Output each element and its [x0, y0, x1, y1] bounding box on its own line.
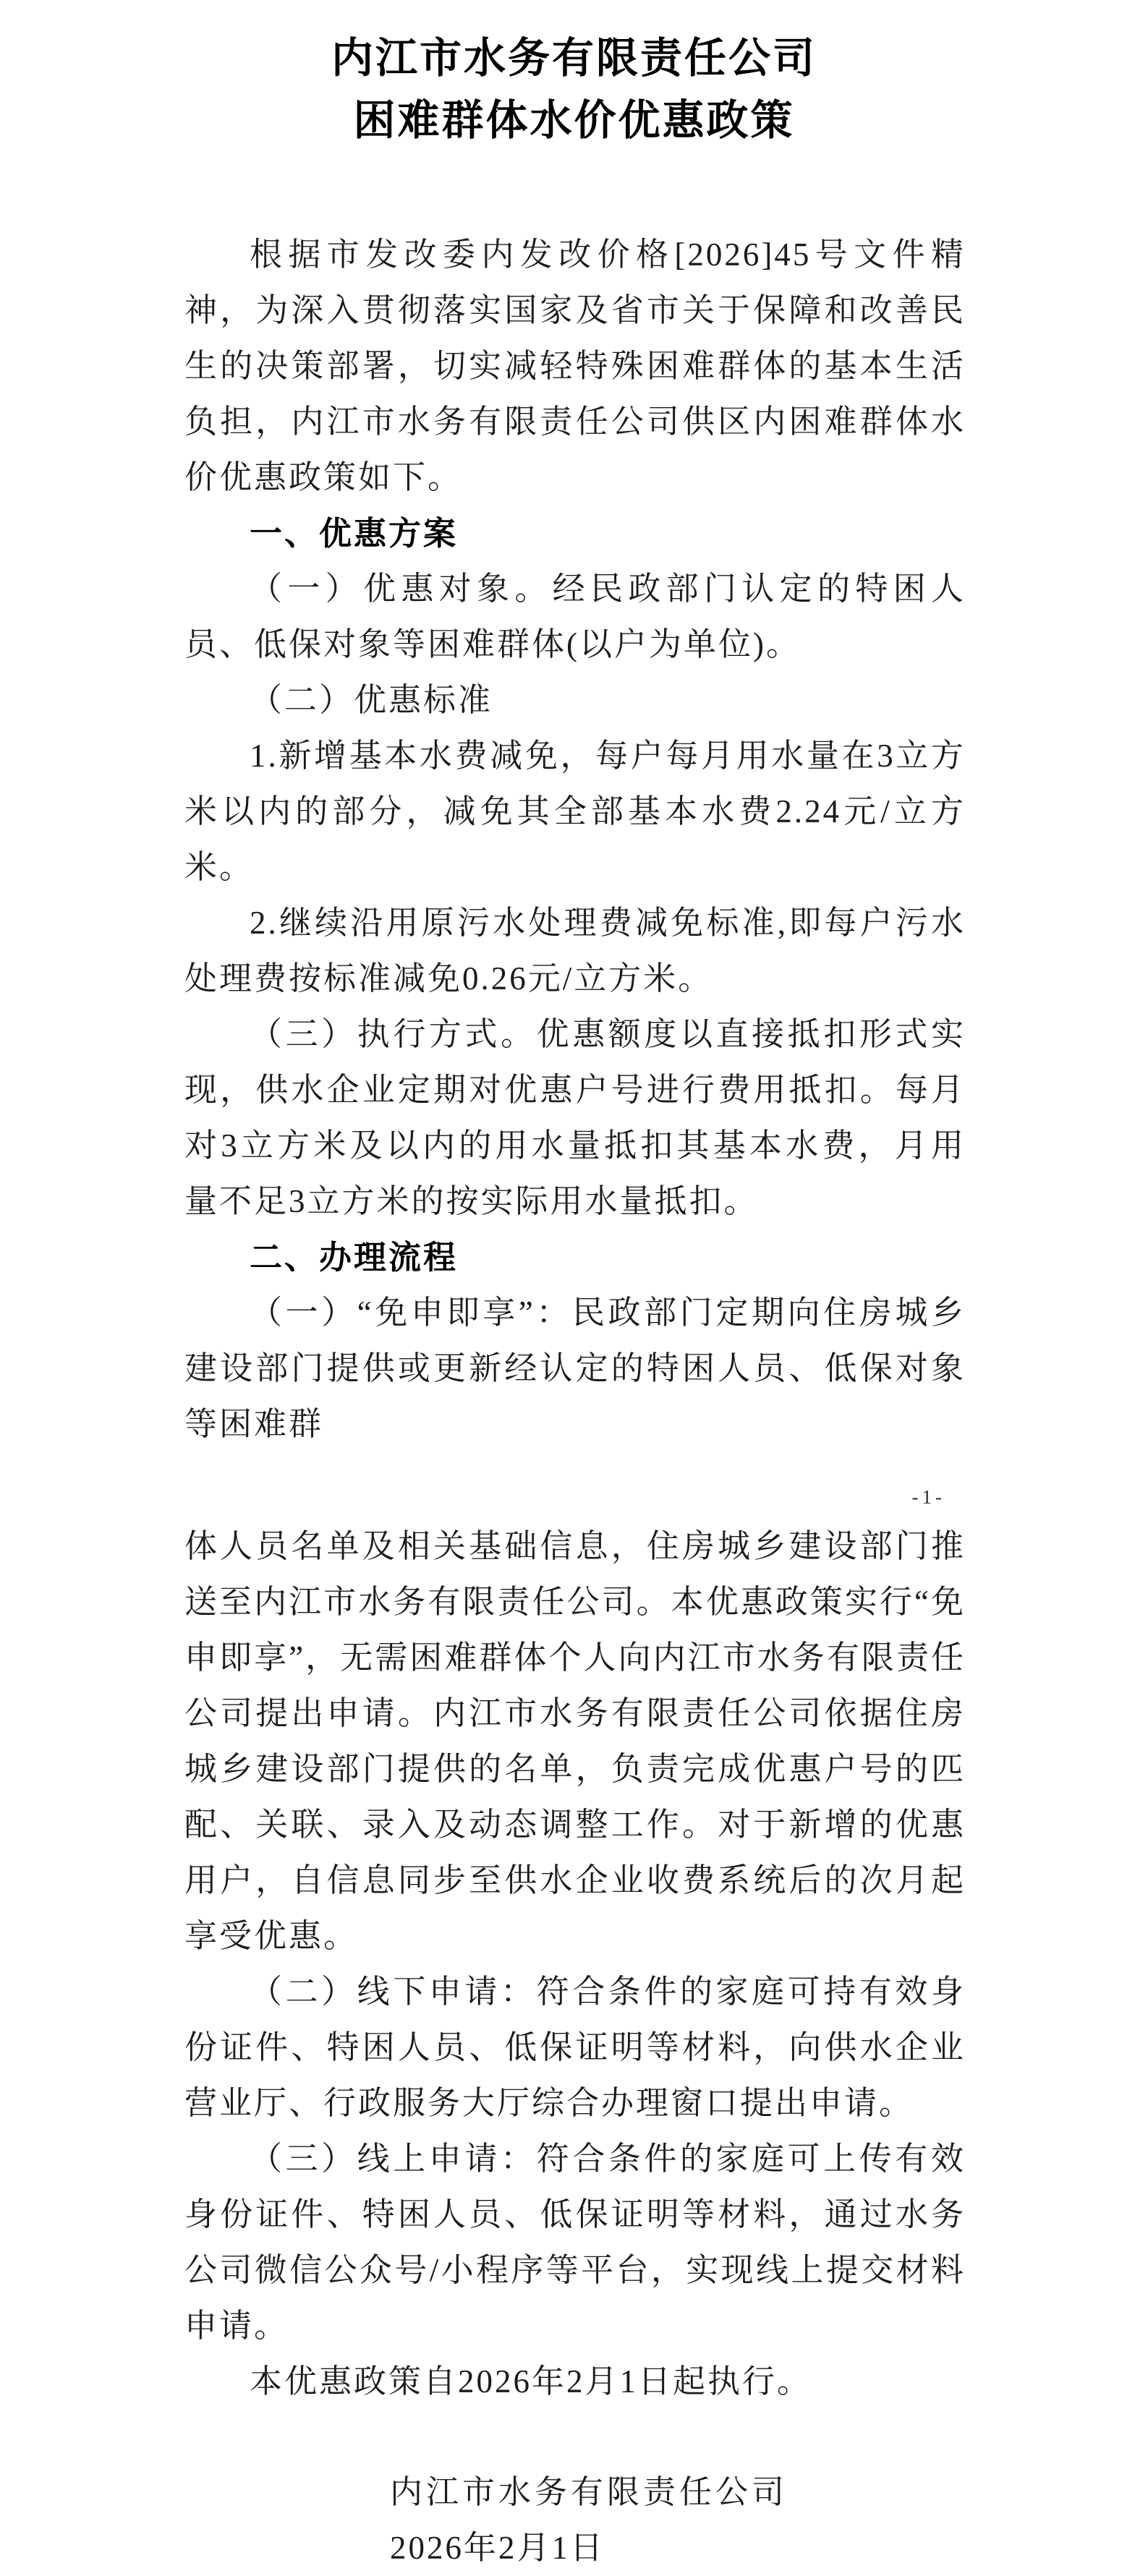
document-body	[184, 227, 966, 2576]
paragraph-intro: 根据市发改委内发改价格[2026]45号文件精神，为深入贯彻落实国家及省市关于保障和改善民生的决策部署，切实减轻特殊困难群体的基本生活负担，内江市水务有限责任公司供区内困难群体水价优惠政策如下。	[184, 236, 966, 495]
section-heading-plan: 一、优惠方案	[250, 515, 459, 552]
section-heading-process: 二、办理流程	[250, 1239, 459, 1276]
paragraph-auto-enjoy-part2: 体人员名单及相关基础信息，住房城乡建设部门推送至内江市水务有限责任公司。本优惠政策实行“免申即享”，无需困难群体个人向内江市水务有限责任公司提出申请。内江市水务有限责任公司依据住房城乡建设部门提供的名单，负责完成优惠户号的匹配、关联、录入及动态调整工作。对于新增的优惠用户，自信息同步至供水企业收费系统后的次月起享受优惠。	[184, 1528, 966, 1954]
signature-block	[390, 2465, 792, 2576]
paragraph-standard-label: （二）优惠标准	[250, 682, 493, 718]
title-line-1: 内江市水务有限责任公司	[331, 35, 817, 82]
page-break	[184, 1452, 966, 1519]
paragraph-standard-item-1: 1.新增基本水费减免，每户每月用水量在3立方米以内的部分，减免其全部基本水费2.24元/立方米。	[184, 738, 966, 885]
paragraph-target-group: （一）优惠对象。经民政部门认定的特困人员、低保对象等困难群体(以户为单位)。	[184, 571, 966, 662]
paragraph-execution-mode: （三）执行方式。优惠额度以直接抵扣形式实现，供水企业定期对优惠户号进行费用抵扣。每月对3立方米及以内的用水量抵扣其基本水费，月用量不足3立方米的按实际用水量抵扣。	[184, 1016, 966, 1219]
paragraph-auto-enjoy-part1: （一）“免申即享”：民政部门定期向住房城乡建设部门提供或更新经认定的特困人员、低保对象等困难群	[184, 1295, 966, 1442]
title-line-2: 困难群体水价优惠政策	[353, 97, 795, 144]
signature-date: 2026年2月1日	[390, 2530, 605, 2566]
paragraph-offline-apply: （二）线下申请：符合条件的家庭可持有效身份证件、特困人员、低保证明等材料，向供水企业营业厅、行政服务大厅综合办理窗口提出申请。	[184, 1974, 966, 2121]
paragraph-effective-date: 本优惠政策自2026年2月1日起执行。	[250, 2363, 812, 2400]
paragraph-standard-item-2: 2.继续沿用原污水处理费减免标准,即每户污水处理费按标准减免0.26元/立方米。	[184, 905, 966, 997]
page-number: -1-	[911, 1486, 945, 1508]
paragraph-online-apply: （三）线上申请：符合条件的家庭可上传有效身份证件、特困人员、低保证明等材料，通过水务公司微信公众号/小程序等平台，实现线上提交材料申请。	[184, 2141, 966, 2344]
signature-company: 内江市水务有限责任公司	[390, 2474, 788, 2510]
document-title	[0, 0, 1148, 152]
